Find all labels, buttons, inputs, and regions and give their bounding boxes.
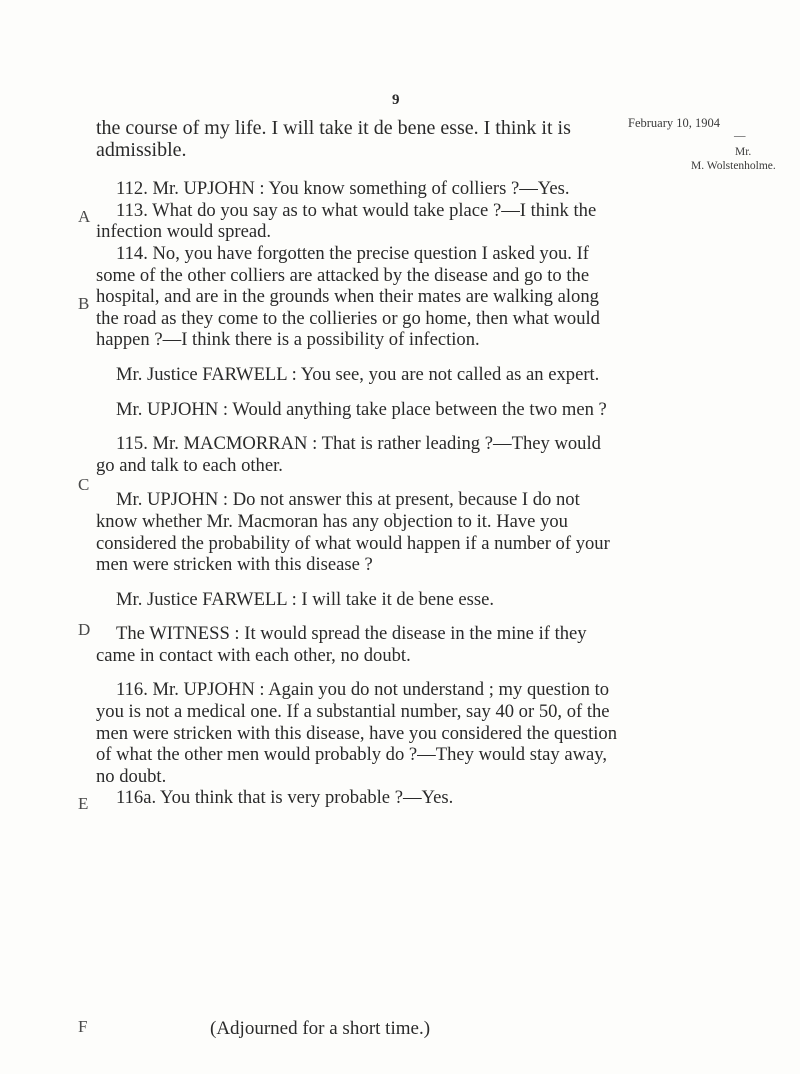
paragraph: 116a. You think that is very probable ?—Yes.	[116, 787, 454, 809]
paragraph: Mr. Justice FARWELL : You see, you are not called as an expert.	[116, 363, 600, 385]
paragraph: Mr. UPJOHN : Would anything take place between the two men ?	[116, 398, 607, 420]
date-sidenote: February 10, 1904	[628, 116, 720, 130]
adjournment-note: (Adjourned for a short time.)	[210, 1018, 431, 1039]
margin-letter-c: C	[78, 475, 90, 494]
margin-letter-e: E	[78, 794, 89, 813]
margin-letter-b: B	[78, 294, 90, 313]
witness-title-sidenote: Mr.	[735, 146, 752, 158]
paragraph: 115. Mr. MACMORRAN : That is rather leading ?—They would go and talk to each other.	[96, 433, 601, 476]
margin-letter-d: D	[78, 620, 91, 639]
paragraph: 114. No, you have forgotten the precise question I asked you. If some of the other colliers are attacked by the disease and go to the hospital, and are in the grounds when their mates are walking along the road as they come to the collieries or go home, then what would happen ?—I think there is a possibility of infection.	[96, 242, 600, 351]
paragraph: Mr. UPJOHN : Do not answer this at present, because I do not know whether Mr. Macmoran has any objection to it. Have you considered the probability of what would happen if a number of your men were stricken with this disease ?	[96, 489, 610, 576]
paragraph: Mr. Justice FARWELL : I will take it de bene esse.	[116, 588, 494, 610]
paragraph: the course of my life. I will take it de bene esse. I think it is admissible.	[96, 117, 571, 161]
dash-sidenote: —	[734, 130, 746, 142]
paragraph: 116. Mr. UPJOHN : Again you do not understand ; my question to you is not a medical one. If a substantial number, say 40 or 50, of the men were stricken with this disease, have you considered the question of what the other men would probably do ?—They would stay away, no doubt.	[96, 679, 617, 787]
paragraph: 112. Mr. UPJOHN : You know something of colliers ?—Yes.	[116, 178, 570, 200]
testimony-body	[96, 118, 621, 809]
paragraph: The WITNESS : It would spread the disease in the mine if they came in contact with each other, no doubt.	[96, 623, 587, 666]
margin-letter-f: F	[78, 1017, 88, 1036]
paragraph: 113. What do you say as to what would take place ?—I think the infection would spread.	[96, 199, 597, 243]
page-number: 9	[392, 92, 400, 108]
witness-name-sidenote: M. Wolstenholme.	[691, 160, 776, 172]
margin-letter-a: A	[78, 207, 91, 226]
